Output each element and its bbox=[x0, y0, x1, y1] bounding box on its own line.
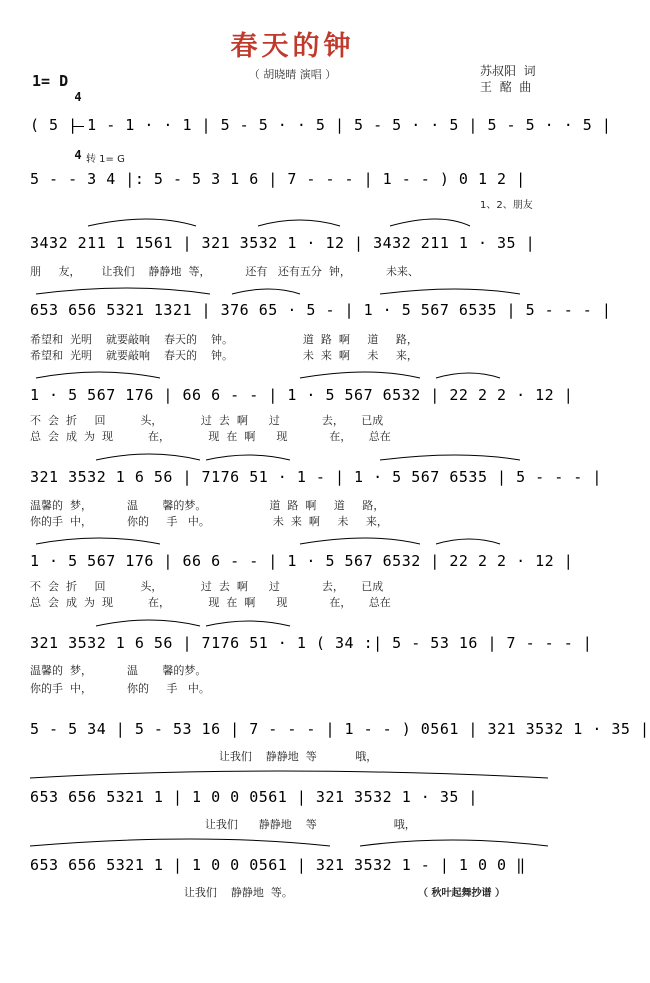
time-signature-bottom: 4 bbox=[74, 148, 82, 162]
lyrics-row-4-verse-1: 希望和 光明 就要敲响 春天的 钟。 道 路 啊 道 路， bbox=[30, 333, 418, 346]
composer-credit: 王 酩 曲 bbox=[480, 80, 532, 94]
staff-row-4: 653 656 5321 1321 | 376 65 · 5 - | 1 · 5 567 6535 | 5 - - - | bbox=[30, 301, 612, 319]
lyrics-row-9: 让我们 静静地 等 哦， bbox=[30, 750, 378, 763]
staff-row-5: 1 · 5 567 176 | 66 6 - - | 1 · 5 567 6532 | 22 2 2 · 12 | bbox=[30, 386, 574, 404]
lyrics-row-11: 让我们 静静地 等。 bbox=[30, 886, 311, 899]
modulation-marker: 转 1= G bbox=[86, 154, 125, 165]
lyrics-row-7-verse-2: 总 会 成 为 现 在， 现 在 啊 现 在， 总在 bbox=[30, 596, 391, 609]
staff-row-2: 5 - - 3 4 |: 5 - 5 3 1 6 | 7 - - - | 1 - - ) 0 1 2 | bbox=[30, 170, 526, 188]
lyrics-row-6-verse-1: 温馨的 梦， 温 馨的梦。 道 路 啊 道 路， bbox=[30, 499, 385, 512]
lyricist-credit: 苏叔阳 词 bbox=[480, 64, 536, 78]
song-title: 春天的钟 bbox=[230, 31, 355, 62]
lyrics-row-8-verse-1: 温馨的 梦， 温 馨的梦。 bbox=[30, 664, 207, 677]
staff-row-11: 653 656 5321 1 | 1 0 0 0561 | 321 3532 1 - | 1 0 0 ‖ bbox=[30, 856, 526, 874]
singer-credit: （ 胡晓晴 演唱 ） bbox=[248, 68, 337, 81]
time-signature-top: 4 bbox=[74, 90, 82, 104]
verse-marker: 1、2、朋友 bbox=[480, 200, 533, 211]
staff-row-3: 3432 211 1 1561 | 321 3532 1 · 12 | 3432 211 1 · 35 | bbox=[30, 234, 536, 252]
lyrics-row-6-verse-2: 你的手 中， 你的 手 中。 未 来 啊 未 来， bbox=[30, 515, 388, 528]
lyrics-row-7-verse-1: 不 会 折 回 头， 过 去 啊 过 去， 已成 bbox=[30, 580, 384, 593]
staff-row-8: 321 3532 1 6 56 | 7176 51 · 1 ( 34 :| 5 - 53 16 | 7 - - - | bbox=[30, 634, 593, 652]
lyrics-row-4-verse-2: 希望和 光明 就要敲响 春天的 钟。 未 来 啊 未 来， bbox=[30, 349, 418, 362]
lyrics-row-5-verse-2: 总 会 成 为 现 在， 现 在 啊 现 在， 总在 bbox=[30, 430, 391, 443]
key-signature: 1= D bbox=[32, 72, 69, 90]
lyrics-row-10: 让我们 静静地 等 哦， bbox=[30, 818, 416, 831]
lyrics-row-8-verse-2: 你的手 中， 你的 手 中。 bbox=[30, 682, 210, 695]
staff-row-7: 1 · 5 567 176 | 66 6 - - | 1 · 5 567 6532 | 22 2 2 · 12 | bbox=[30, 552, 574, 570]
lyrics-row-5-verse-1: 不 会 折 回 头， 过 去 啊 过 去， 已成 bbox=[30, 414, 384, 427]
staff-row-6: 321 3532 1 6 56 | 7176 51 · 1 - | 1 · 5 567 6535 | 5 - - - | bbox=[30, 468, 602, 486]
lyrics-row-3: 朋 友， 让我们 静静地 等， 还有 还有五分 钟， 未来、 bbox=[30, 265, 419, 278]
staff-row-9: 5 - 5 34 | 5 - 53 16 | 7 - - - | 1 - - ) 0561 | 321 3532 1 · 35 | bbox=[30, 720, 650, 738]
staff-row-1: ( 5 | 1 - 1 · · 1 | 5 - 5 · · 5 | 5 - 5 · · 5 | 5 - 5 · · 5 | bbox=[30, 116, 612, 134]
source-note: （ 秋叶起舞抄谱 ） bbox=[418, 888, 505, 899]
staff-row-10: 653 656 5321 1 | 1 0 0 0561 | 321 3532 1 · 35 | bbox=[30, 788, 478, 806]
